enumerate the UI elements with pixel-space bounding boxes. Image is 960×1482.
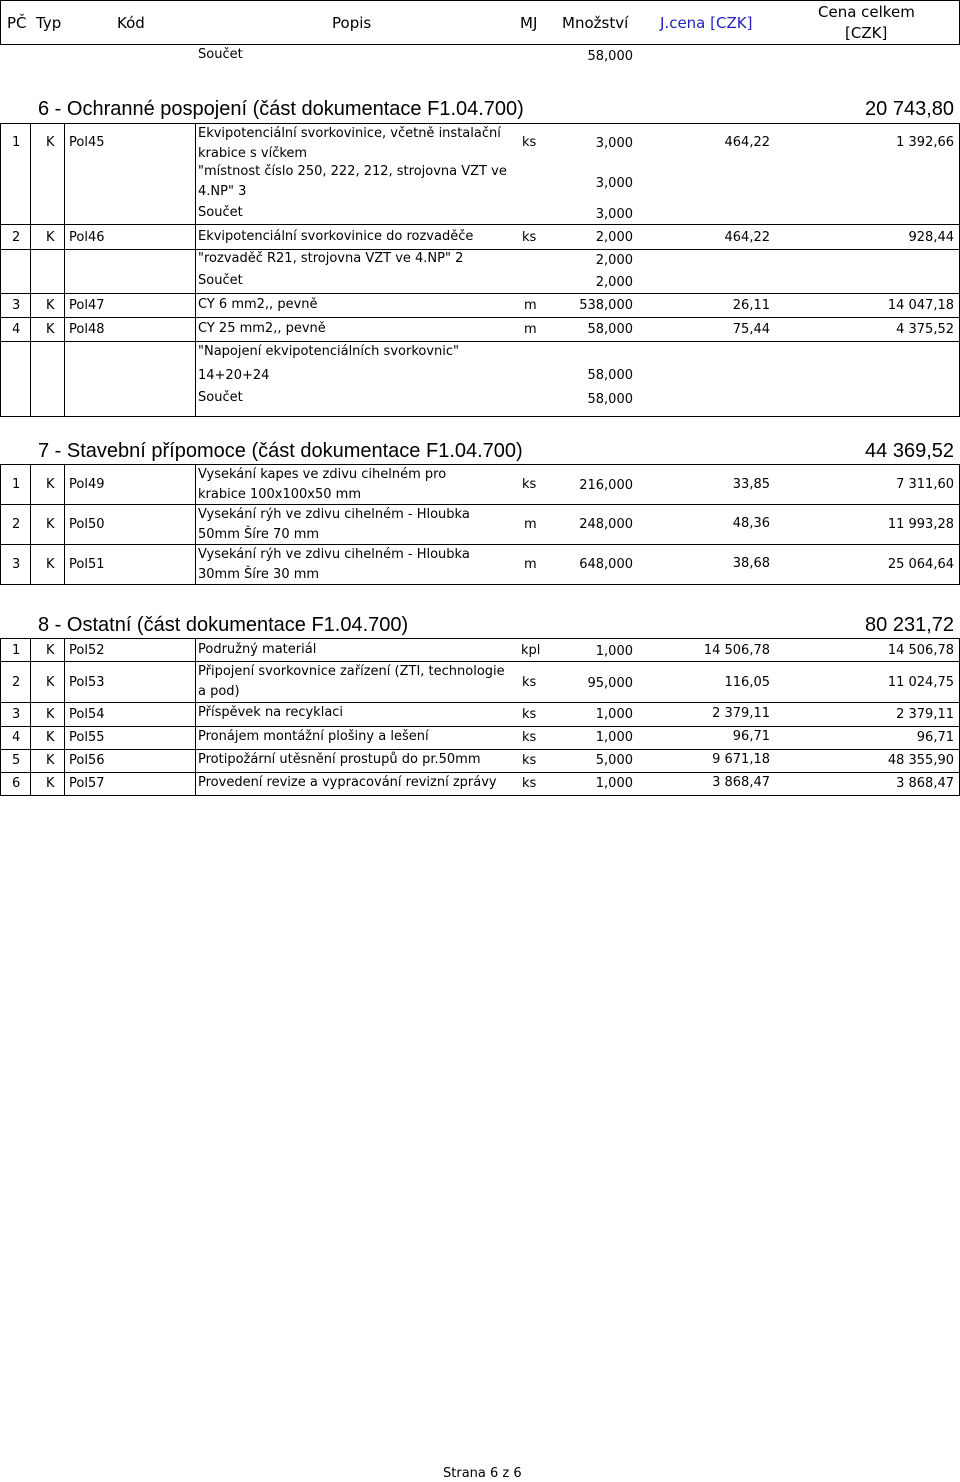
row-jcena: 9 671,18 xyxy=(712,752,770,767)
row-typ: K xyxy=(46,230,55,245)
row-popis: Podružný materiál xyxy=(198,642,317,657)
row-cena: 1 392,66 xyxy=(896,135,954,150)
soucet-label: Součet xyxy=(198,47,243,62)
row-mj: ks xyxy=(522,730,537,745)
row-cena: 3 868,47 xyxy=(896,776,954,791)
section-6-total: 20 743,80 xyxy=(865,98,954,120)
row-popis: CY 6 mm2,, pevně xyxy=(198,297,318,312)
row-jcena: 14 506,78 xyxy=(703,643,770,658)
row-kod: Pol52 xyxy=(69,643,105,658)
row-jcena: 38,68 xyxy=(732,556,770,571)
row-popis: Připojení svorkovnice zařízení (ZTI, technologie a pod) xyxy=(198,664,505,699)
soucet-value: 58,000 xyxy=(587,392,633,407)
soucet-label: Součet xyxy=(198,205,243,220)
row-kod: Pol47 xyxy=(69,298,105,313)
row-popis: Vysekání rýh ve zdivu cihelném - Hloubka 30mm Šíre 30 mm xyxy=(198,547,470,582)
row-mnozstvi: 2,000 xyxy=(595,230,633,245)
row-typ: K xyxy=(46,322,55,337)
row-mnozstvi: 5,000 xyxy=(595,753,633,768)
row-kod: Pol49 xyxy=(69,477,105,492)
row-popis: Ekvipotenciální svorkovinice do rozvaděče xyxy=(198,229,474,244)
row-note: "Napojení ekvipotenciálních svorkovnic" xyxy=(198,344,460,359)
row-mj: m xyxy=(524,557,537,572)
row-mnozstvi: 1,000 xyxy=(595,730,633,745)
row-pc: 6 xyxy=(12,776,21,791)
row-typ: K xyxy=(46,557,55,572)
row-mnozstvi: 538,000 xyxy=(579,298,633,313)
row-pc: 1 xyxy=(12,135,21,150)
header-popis: Popis xyxy=(332,14,372,32)
row-mj: ks xyxy=(522,477,537,492)
row-mj: kpl xyxy=(521,643,541,658)
row-jcena: 26,11 xyxy=(732,298,770,313)
row-note: 14+20+24 xyxy=(198,368,270,383)
row-jcena: 464,22 xyxy=(724,135,770,150)
row-typ: K xyxy=(46,707,55,722)
row-kod: Pol57 xyxy=(69,776,105,791)
row-cena: 4 375,52 xyxy=(896,322,954,337)
row-mnozstvi: 95,000 xyxy=(587,676,633,691)
row-pc: 1 xyxy=(12,477,21,492)
row-mnozstvi: 58,000 xyxy=(587,322,633,337)
row-mj: ks xyxy=(522,135,537,150)
row-mj: m xyxy=(524,298,537,313)
row-pc: 4 xyxy=(12,730,21,745)
row-kod: Pol45 xyxy=(69,135,105,150)
row-typ: K xyxy=(46,675,55,690)
row-mnozstvi: 3,000 xyxy=(595,136,633,151)
row-kod: Pol55 xyxy=(69,730,105,745)
row-popis: Ekvipotenciální svorkovinice, včetně instalační krabice s víčkem xyxy=(198,126,501,161)
row-cena: 7 311,60 xyxy=(896,477,954,492)
row-jcena: 116,05 xyxy=(724,675,770,690)
row-jcena: 464,22 xyxy=(724,230,770,245)
row-jcena: 33,85 xyxy=(732,477,770,492)
header-jcena: J.cena [CZK] xyxy=(660,14,753,32)
row-note: "místnost číslo 250, 222, 212, strojovna VZT ve 4.NP" 3 xyxy=(198,164,507,199)
row-pc: 2 xyxy=(12,675,21,690)
row-pc: 3 xyxy=(12,557,21,572)
row-typ: K xyxy=(46,477,55,492)
row-pc: 5 xyxy=(12,753,21,768)
row-kod: Pol51 xyxy=(69,557,105,572)
soucet-value: 3,000 xyxy=(595,207,633,222)
row-mnozstvi: 648,000 xyxy=(579,557,633,572)
row-popis: CY 25 mm2,, pevně xyxy=(198,321,326,336)
row-note-value: 3,000 xyxy=(595,176,633,191)
header-mnozstvi: Množství xyxy=(562,14,629,32)
row-mj: m xyxy=(524,517,537,532)
row-mj: ks xyxy=(522,776,537,791)
section-7-title: 7 - Stavební přípomoce (část dokumentace F1.04.700) xyxy=(38,440,523,462)
row-pc: 2 xyxy=(12,230,21,245)
row-jcena: 48,36 xyxy=(732,516,770,531)
row-popis: Vysekání kapes ve zdivu cihelném pro krabice 100x100x50 mm xyxy=(198,467,447,502)
header-pc: PČ xyxy=(7,14,27,32)
row-cena: 14 506,78 xyxy=(887,643,954,658)
row-note-value: 58,000 xyxy=(587,368,633,383)
row-typ: K xyxy=(46,643,55,658)
row-mj: ks xyxy=(522,675,537,690)
row-kod: Pol53 xyxy=(69,675,105,690)
row-cena: 25 064,64 xyxy=(887,557,954,572)
row-mnozstvi: 248,000 xyxy=(579,517,633,532)
row-kod: Pol54 xyxy=(69,707,105,722)
section-7-total: 44 369,52 xyxy=(865,440,954,462)
row-typ: K xyxy=(46,730,55,745)
header-cena-line2: [CZK] xyxy=(845,24,888,42)
row-popis: Provedení revize a vypracování revizní zprávy xyxy=(198,775,497,790)
row-note: "rozvaděč R21, strojovna VZT ve 4.NP" 2 xyxy=(198,251,464,266)
row-jcena: 3 868,47 xyxy=(712,775,770,790)
row-pc: 2 xyxy=(12,517,21,532)
row-jcena: 75,44 xyxy=(732,322,770,337)
row-cena: 11 993,28 xyxy=(887,517,954,532)
row-cena: 928,44 xyxy=(908,230,954,245)
soucet-value: 2,000 xyxy=(595,275,633,290)
row-cena: 2 379,11 xyxy=(896,707,954,722)
row-popis: Protipožární utěsnění prostupů do pr.50mm xyxy=(198,752,481,767)
row-popis: Pronájem montážní plošiny a lešení xyxy=(198,729,429,744)
row-typ: K xyxy=(46,753,55,768)
soucet-label: Součet xyxy=(198,273,243,288)
row-typ: K xyxy=(46,298,55,313)
row-jcena: 96,71 xyxy=(732,729,770,744)
row-cena: 48 355,90 xyxy=(887,753,954,768)
header-cena-line1: Cena celkem xyxy=(818,3,915,21)
section-6-title: 6 - Ochranné pospojení (část dokumentace F1.04.700) xyxy=(38,98,524,120)
header-mj: MJ xyxy=(520,14,538,32)
soucet-label: Součet xyxy=(198,390,243,405)
row-kod: Pol48 xyxy=(69,322,105,337)
row-cena: 11 024,75 xyxy=(887,675,954,690)
row-kod: Pol46 xyxy=(69,230,105,245)
row-mnozstvi: 1,000 xyxy=(595,776,633,791)
row-jcena: 2 379,11 xyxy=(712,706,770,721)
row-mnozstvi: 216,000 xyxy=(579,478,633,493)
row-mj: ks xyxy=(522,230,537,245)
row-pc: 3 xyxy=(12,298,21,313)
section-8-title: 8 - Ostatní (část dokumentace F1.04.700) xyxy=(38,614,409,636)
row-popis: Vysekání rýh ve zdivu cihelném - Hloubka 50mm Šíre 70 mm xyxy=(198,507,470,542)
row-mj: ks xyxy=(522,753,537,768)
row-kod: Pol56 xyxy=(69,753,105,768)
row-mnozstvi: 1,000 xyxy=(595,644,633,659)
page-number: Strana 6 z 6 xyxy=(443,1466,522,1481)
header-kod: Kód xyxy=(117,14,145,32)
row-cena: 96,71 xyxy=(916,730,954,745)
row-note-value: 2,000 xyxy=(595,253,633,268)
section-8-total: 80 231,72 xyxy=(865,614,954,636)
row-mnozstvi: 1,000 xyxy=(595,707,633,722)
soucet-value: 58,000 xyxy=(587,49,633,64)
row-pc: 1 xyxy=(12,643,21,658)
row-popis: Příspěvek na recyklaci xyxy=(198,705,344,720)
row-typ: K xyxy=(46,776,55,791)
row-mj: ks xyxy=(522,707,537,722)
row-cena: 14 047,18 xyxy=(887,298,954,313)
row-typ: K xyxy=(46,135,55,150)
header-typ: Typ xyxy=(36,14,62,32)
row-pc: 3 xyxy=(12,707,21,722)
row-typ: K xyxy=(46,517,55,532)
row-kod: Pol50 xyxy=(69,517,105,532)
row-mj: m xyxy=(524,322,537,337)
row-pc: 4 xyxy=(12,322,21,337)
